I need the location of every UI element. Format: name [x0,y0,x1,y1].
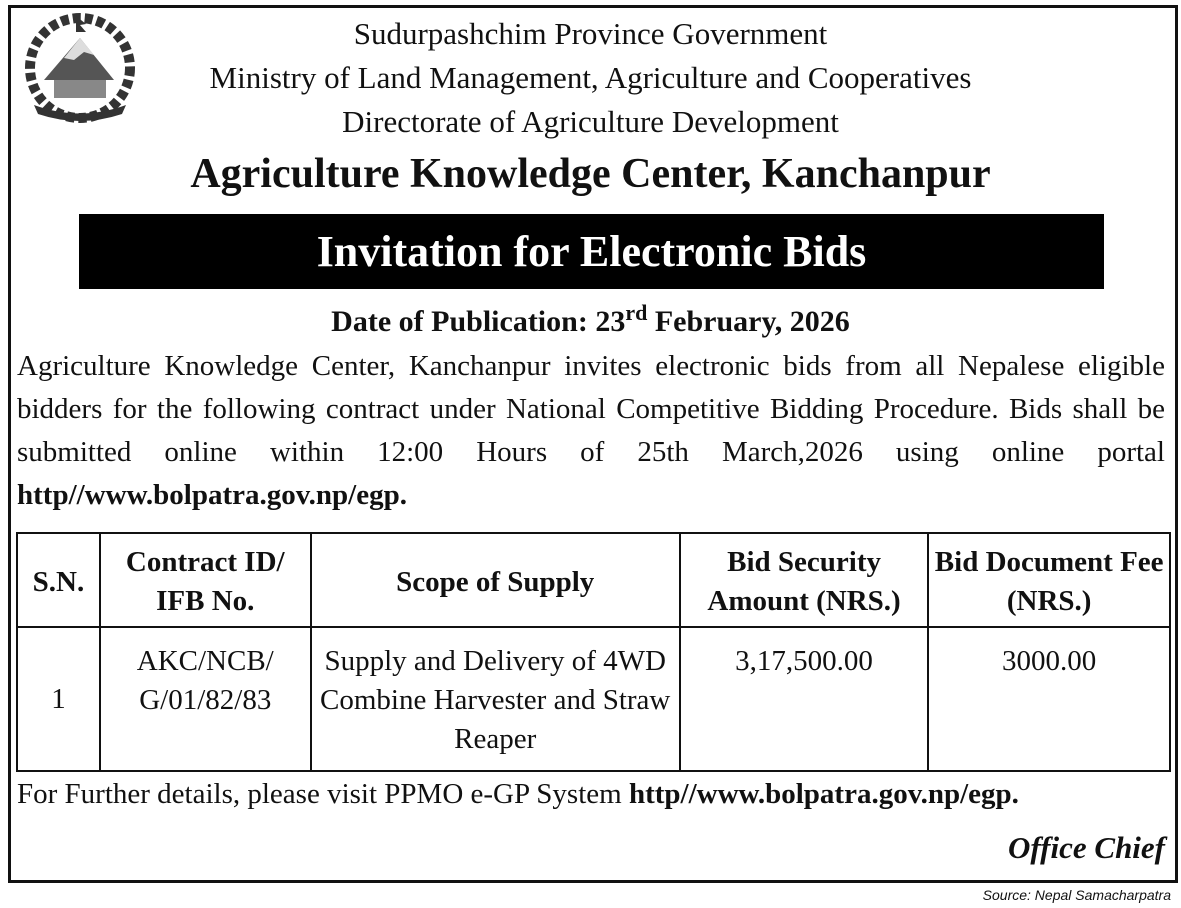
directorate-title: Directorate of Agriculture Development [342,104,839,139]
notice-banner: Invitation for Electronic Bids [79,214,1104,289]
header-sn: S.N. [17,533,100,627]
header-bid-security: Bid Security Amount (NRS.) [680,533,929,627]
publication-date: Date of Publication: 23rd February, 2026 [331,300,850,338]
portal-link[interactable]: http//www.bolpatra.gov.np/egp. [17,479,407,511]
table-row [17,627,1170,771]
office-title: Agriculture Knowledge Center, Kanchanpur [190,151,991,197]
header-doc-fee: Bid Document Fee (NRS.) [928,533,1170,627]
cell-contract-id: AKC/NCB/ G/01/82/83 [100,627,311,771]
footer-link[interactable]: http//www.bolpatra.gov.np/egp. [628,778,1019,810]
source-credit: Source: Nepal Samacharpatra [982,887,1171,903]
ministry-title: Ministry of Land Management, Agriculture and Cooperatives [209,60,972,95]
signature: Office Chief [1008,830,1165,865]
contract-table [16,532,1171,772]
footer-note: For Further details, please visit PPMO e-GP System http//www.bolpatra.gov.np/egp. [17,778,1019,810]
cell-bid-security: 3,17,500.00 [680,627,929,771]
cell-doc-fee: 3000.00 [928,627,1170,771]
header-contract-id: Contract ID/ IFB No. [100,533,311,627]
cell-scope: Supply and Delivery of 4WD Combine Harvester and Straw Reaper [311,627,680,771]
notice-body: Agriculture Knowledge Center, Kanchanpur invites electronic bids from all Nepalese eligible bidders for the following contract under National Competitive Bidding Procedure. Bids shall be submitted online within 12:00 Hours of 25th March,2026 using online portal http//www.bolpatra.gov.np/egp. [17,350,1165,511]
header-scope: Scope of Supply [311,533,680,627]
cell-sn: 1 [17,627,100,771]
province-title: Sudurpashchim Province Government [353,16,828,51]
table-header-row [17,533,1170,627]
